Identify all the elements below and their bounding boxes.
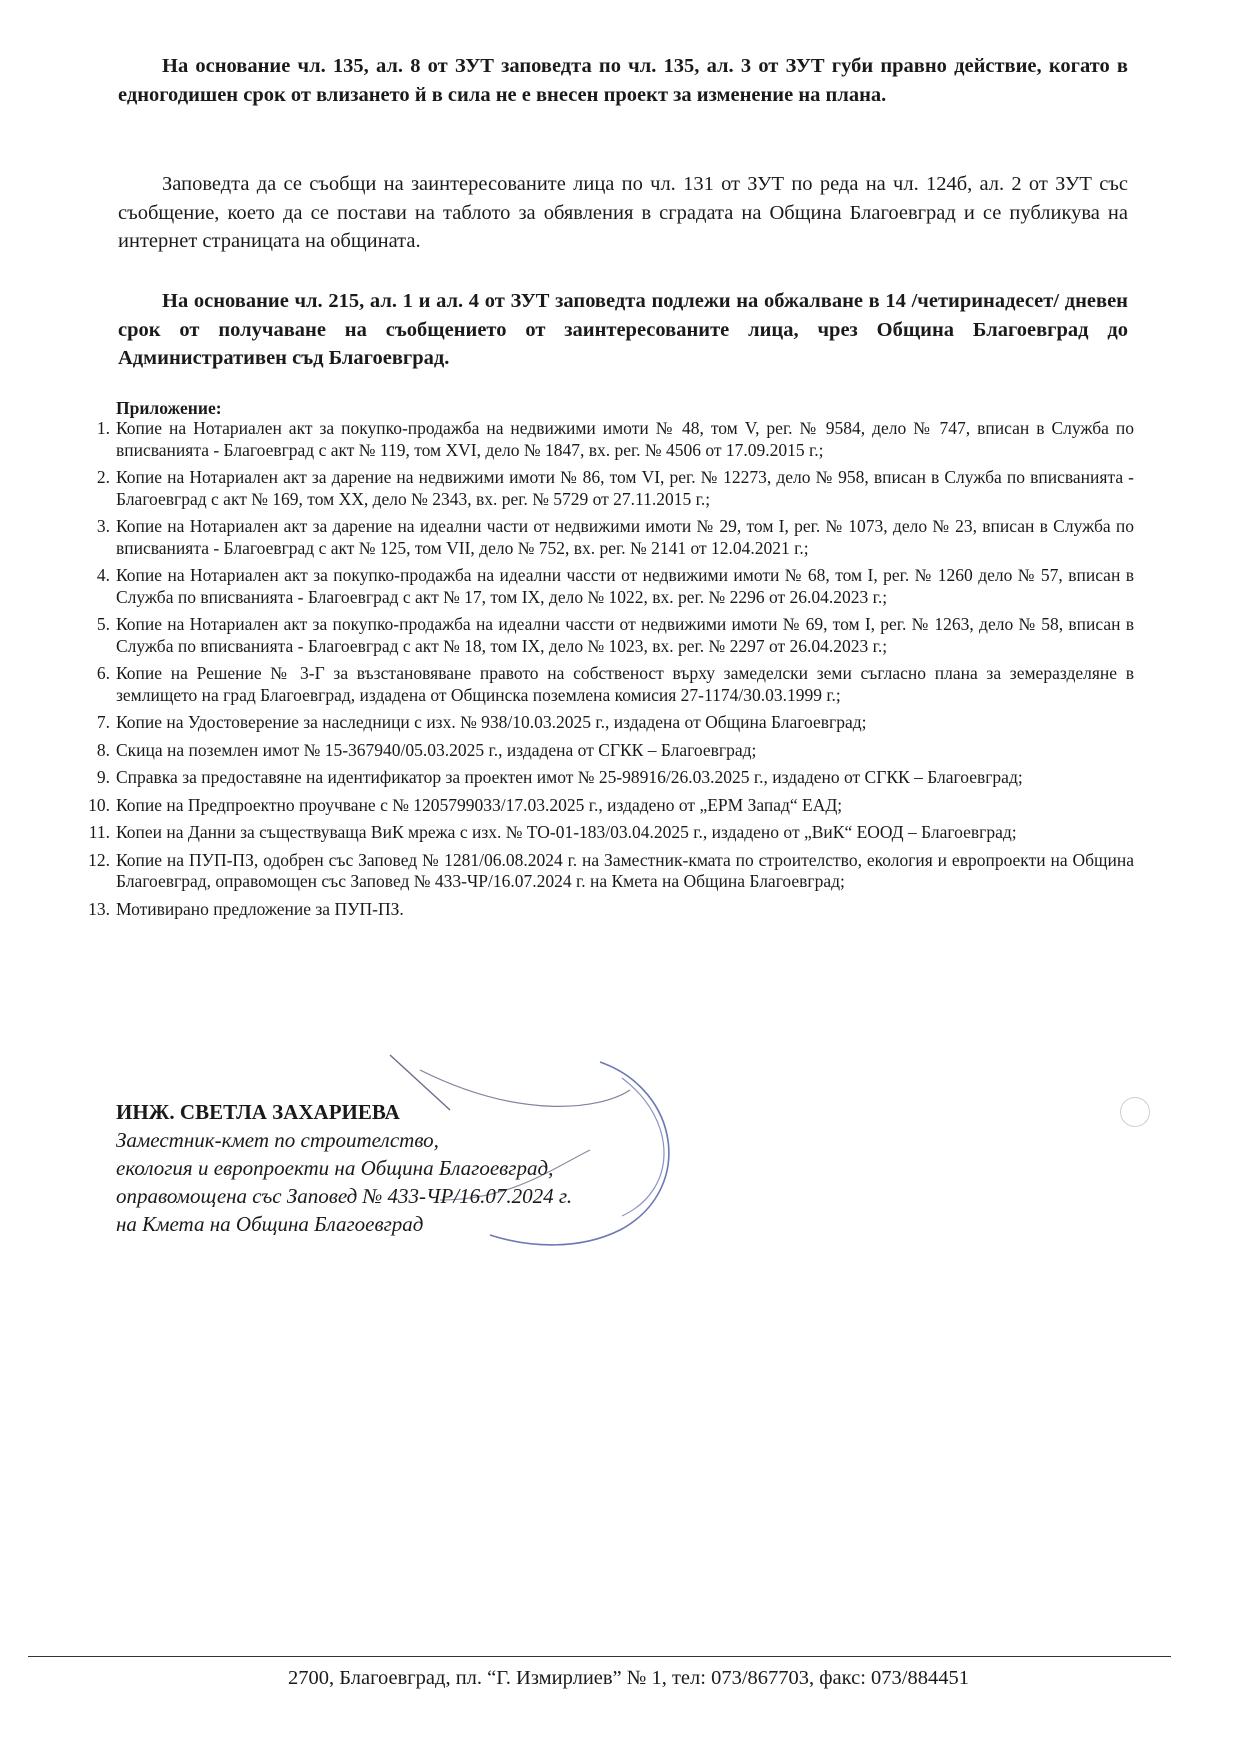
list-item-number: 2. bbox=[96, 467, 110, 487]
punch-hole-mark bbox=[1120, 1097, 1150, 1127]
attachments-heading: Приложение: bbox=[116, 398, 222, 418]
list-item-number: 7. bbox=[96, 712, 110, 732]
list-item bbox=[80, 467, 1134, 510]
list-item-number: 9. bbox=[96, 767, 110, 787]
list-item-text: Копие на Нотариален акт за дарение на недвижими имоти № 86, том VI, рег. № 12273, дело № 958, вписан в Служба по вписванията - Благоевград с акт № 169, том XX, дело № 2343, вх. рег. № 5729 от 27.11.2015 г.; bbox=[116, 467, 1134, 509]
signature-block bbox=[116, 1098, 572, 1238]
list-item-text: Копие на Нотариален акт за покупко-продажба на недвижими имоти № 48, том V, рег. № 9584, дело № 747, вписан в Служба по вписванията - Благоевград с акт № 119, том XVI, дело № 1847, вх. рег. № 4506 от 17.09.2015 г.; bbox=[116, 418, 1134, 460]
list-item bbox=[80, 418, 1134, 461]
attachments-list bbox=[80, 418, 1134, 920]
footer-divider bbox=[28, 1656, 1171, 1657]
list-item-number: 8. bbox=[96, 739, 110, 760]
footer-address bbox=[0, 1667, 1241, 1690]
signatory-name: ИНЖ. СВЕТЛА ЗАХАРИЕВА bbox=[116, 1100, 400, 1124]
list-item bbox=[80, 740, 1134, 762]
signatory-title: оправомощена със Заповед № 433-ЧР/16.07.2024 г. bbox=[116, 1184, 573, 1208]
footer-address-text: 2700, Благоевград, пл. “Г. Измирлиев” № 1, тел: 073/867703, факс: 073/884451 bbox=[288, 1667, 969, 1689]
list-item-text: Копие на Удостоверение за наследници с изх. № 938/10.03.2025 г., издадена от Община Благоевград; bbox=[116, 712, 867, 732]
list-item-text: Копие на Нотариален акт за покупко-продажба на идеални чассти от недвижими имоти № 68, том I, рег. № 1260 дело № 57, вписан в Служба по вписванията - Благоевград с акт № 17, том IX, дело № 1022, вх. рег. № 2296 от 26.04.2023 г.; bbox=[116, 565, 1134, 607]
signatory-title: Заместник-кмет по строителство, bbox=[116, 1128, 439, 1152]
list-item-text: Копие на Предпроектно проучване с № 1205799033/17.03.2025 г., издадено от „ЕРМ Запад“ ЕАД; bbox=[116, 794, 843, 815]
list-item bbox=[80, 565, 1134, 608]
list-item-text: Копеи на Данни за съществуваща ВиК мрежа с изх. № ТО-01-183/03.04.2025 г., издадено от „ВиК“ ЕООД – Благоевград; bbox=[116, 822, 1017, 842]
list-item-number: 5. bbox=[96, 614, 110, 634]
list-item bbox=[80, 663, 1134, 706]
list-item-text: Справка за предоставяне на идентификатор за проектен имот № 25-98916/26.03.2025 г., издадено от СГКК – Благоевград; bbox=[116, 767, 1023, 787]
list-item-number: 10. bbox=[88, 794, 110, 815]
list-item bbox=[80, 795, 1134, 817]
list-item-number: 11. bbox=[88, 822, 110, 842]
list-item bbox=[80, 767, 1134, 789]
list-item-text: Копие на ПУП-ПЗ, одобрен със Заповед № 1281/06.08.2024 г. на Заместник-кмата по строителство, екология и европроекти на Община Благоевград, оправомощен със Заповед № 433-ЧР/16.07.2024 г. на Кмета на Община Благоевград; bbox=[116, 849, 1134, 891]
signatory-title: екология и европроекти на Община Благоевград, bbox=[116, 1156, 554, 1180]
list-item bbox=[80, 850, 1134, 893]
list-item-number: 13. bbox=[88, 898, 110, 919]
list-item-text: Копие на Нотариален акт за покупко-продажба на идеални чассти от недвижими имоти № 69, том I, рег. № 1263, дело № 58, вписан в Служба по вписванията - Благоевград с акт № 18, том IX, дело № 1023, вх. рег. № 2297 от 26.04.2023 г.; bbox=[116, 614, 1134, 656]
list-item bbox=[80, 614, 1134, 657]
paragraph-appeal: На основание чл. 215, ал. 1 и ал. 4 от ЗУТ заповедта подлежи на обжалване в 14 /четиринадесет/ дневен срок от получаване на съобщението от заинтересованите лица, чрез Община Благоевград до Административен съд Благоевград. bbox=[118, 290, 1128, 369]
paragraph-plan-validity: На основание чл. 135, ал. 8 от ЗУТ заповедта по чл. 135, ал. 3 от ЗУТ губи правно действие, когато в едногодишен срок от влизането й в сила не е внесен проект за изменение на плана. bbox=[118, 55, 1128, 106]
list-item-number: 3. bbox=[96, 516, 110, 536]
list-item-number: 12. bbox=[88, 849, 110, 870]
signatory-title: на Кмета на Община Благоевград bbox=[116, 1212, 424, 1236]
list-item-text: Мотивирано предложение за ПУП-ПЗ. bbox=[116, 898, 404, 919]
list-item-text: Копие на Нотариален акт за дарение на идеални части от недвижими имоти № 29, том I, рег. № 1073, дело № 23, вписан в Служба по вписванията - Благоевград с акт № 125, том VII, дело № 752, вх. рег. № 2141 от 12.04.2021 г.; bbox=[116, 516, 1134, 558]
list-item bbox=[80, 899, 1134, 921]
list-item-text: Копие на Решение № 3-Г за възстановяване правото на собственост върху замеделски земи съгласно плана за земеразделяне в землището на град Благоевград, издадена от Общинска поземлена комисия 27-1174/30.03.1999 г.; bbox=[116, 663, 1134, 705]
list-item-number: 4. bbox=[96, 565, 110, 585]
list-item bbox=[80, 712, 1134, 734]
list-item-number: 1. bbox=[96, 418, 110, 438]
list-item bbox=[80, 516, 1134, 559]
list-item-text: Скица на поземлен имот № 15-367940/05.03.2025 г., издадена от СГКК – Благоевград; bbox=[116, 739, 757, 760]
paragraph-notification: Заповедта да се съобщи на заинтересованите лица по чл. 131 от ЗУТ по реда на чл. 124б, ал. 2 от ЗУТ със съобщение, което да се постави на таблото за обявления в сградата на Община Благоевград и се публикува на интернет страницата на общината. bbox=[118, 173, 1128, 252]
list-item-number: 6. bbox=[96, 663, 110, 683]
list-item bbox=[80, 822, 1134, 844]
